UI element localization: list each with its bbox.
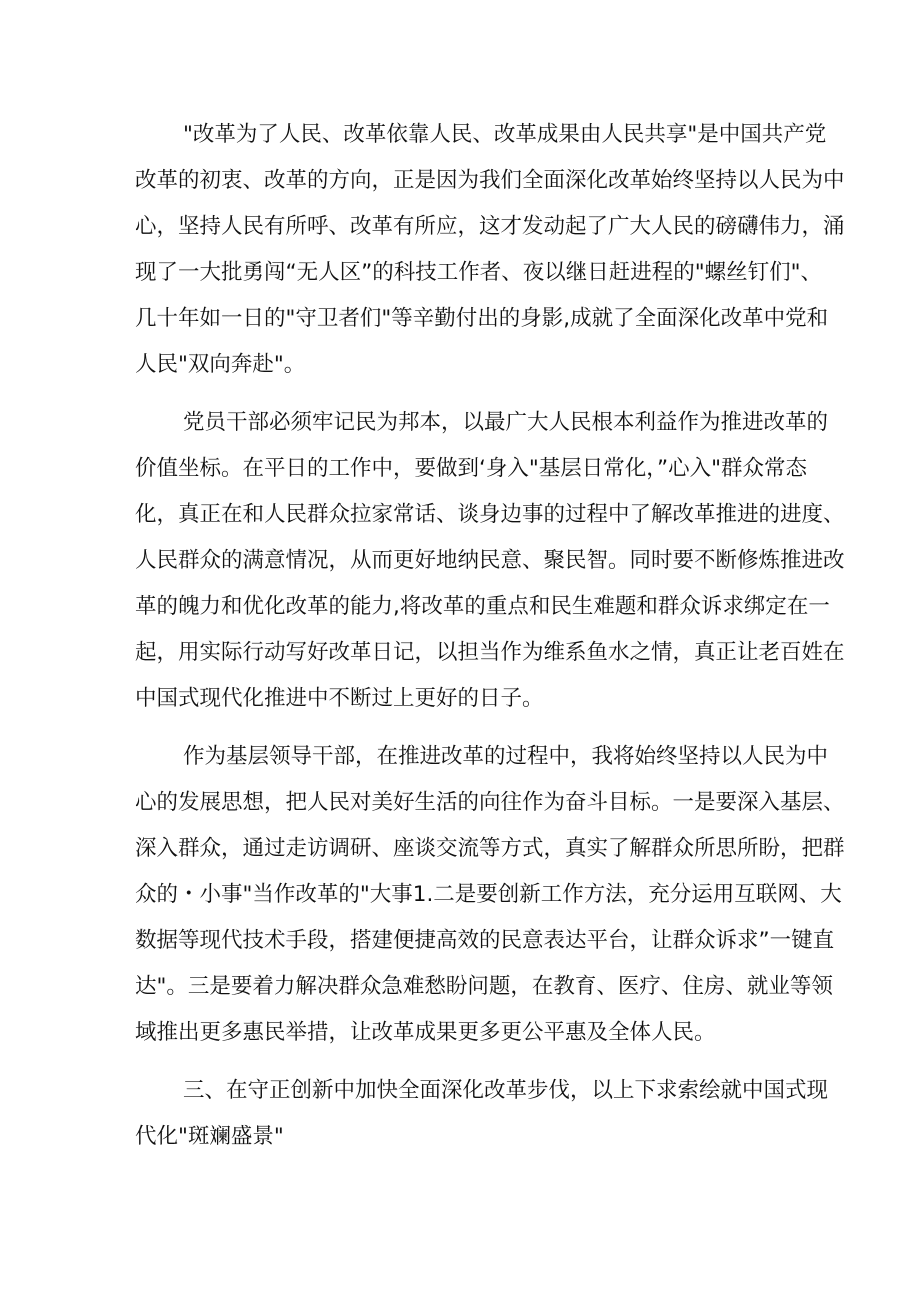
paragraph-line: 价值坐标。在平日的工作中，要做到‘身入"基层日常化，”心入"群众常态: [135, 456, 808, 481]
paragraph-line: 人民群众的满意情况，从而更好地纳民意、聚民智。同时要不断修炼推进改: [135, 548, 845, 573]
paragraph-line: 革的魄力和优化改革的能力,将改革的重点和民生难题和群众诉求绑定在一: [135, 594, 830, 619]
document-body: [135, 112, 845, 1172]
paragraph-line: 现了一大批勇闯“无人区”的科技工作者、夜以继日赶进程的"螺丝钉们"、: [135, 260, 823, 285]
paragraph-line: 心，坚持人民有所呼、改革有所应，这才发动起了广大人民的磅礴伟力，涌: [135, 214, 845, 239]
paragraph-line: 众的・小事"当作改革的"大事1.二是要创新工作方法，充分运用互联网、大: [135, 882, 842, 907]
paragraph-line: 起，用实际行动写好改革日记，以担当作为维系鱼水之情，真正让老百姓在: [135, 640, 845, 665]
paragraph-line: 达"。三是要着力解决群众急难愁盼问题，在教育、医疗、住房、就业等领: [135, 974, 833, 999]
paragraph-3: [135, 734, 845, 1056]
heading-line: 三、在守正创新中加快全面深化改革步伐，以上下求索绘就中国式现: [183, 1078, 829, 1103]
paragraph-line: 心的发展思想，把人民对美好生活的向往作为奋斗目标。一是要深入基层、: [135, 790, 845, 815]
paragraph-line: 作为基层领导干部，在推进改革的过程中，我将始终坚持以人民为中: [183, 744, 829, 769]
paragraph-line: 改革的初衷、改革的方向，正是因为我们全面深化改革始终坚持以人民为中: [135, 168, 845, 193]
paragraph-line: "改革为了人民、改革依靠人民、改革成果由人民共享"是中国共产党: [183, 122, 827, 147]
heading-line: 代化"斑斓盛景": [135, 1124, 284, 1149]
paragraph-line: 域推出更多惠民举措，让改革成果更多更公平惠及全体人民。: [135, 1020, 716, 1045]
paragraph-line: 党员干部必须牢记民为邦本，以最广大人民根本利益作为推进改革的: [183, 410, 829, 435]
paragraph-line: 数据等现代技术手段，搭建便捷高效的民意表达平台，让群众诉求”一键直: [135, 928, 835, 953]
paragraph-line: 深入群众，通过走访调研、座谈交流等方式，真实了解群众所思所盼，把群: [135, 836, 845, 861]
paragraph-line: 化，真正在和人民群众拉家常话、谈身边事的过程中了解改革推进的进度、: [135, 502, 845, 527]
paragraph-1: [135, 112, 845, 388]
paragraph-2: [135, 400, 845, 722]
section-heading: [135, 1068, 829, 1160]
paragraph-line: 几十年如一日的"守卫者们"等辛勤付出的身影,成就了全面深化改革中党和: [135, 306, 829, 331]
paragraph-line: 中国式现代化推进中不断过上更好的日子。: [135, 686, 544, 711]
paragraph-line: 人民"双向奔赴"。: [135, 352, 306, 377]
